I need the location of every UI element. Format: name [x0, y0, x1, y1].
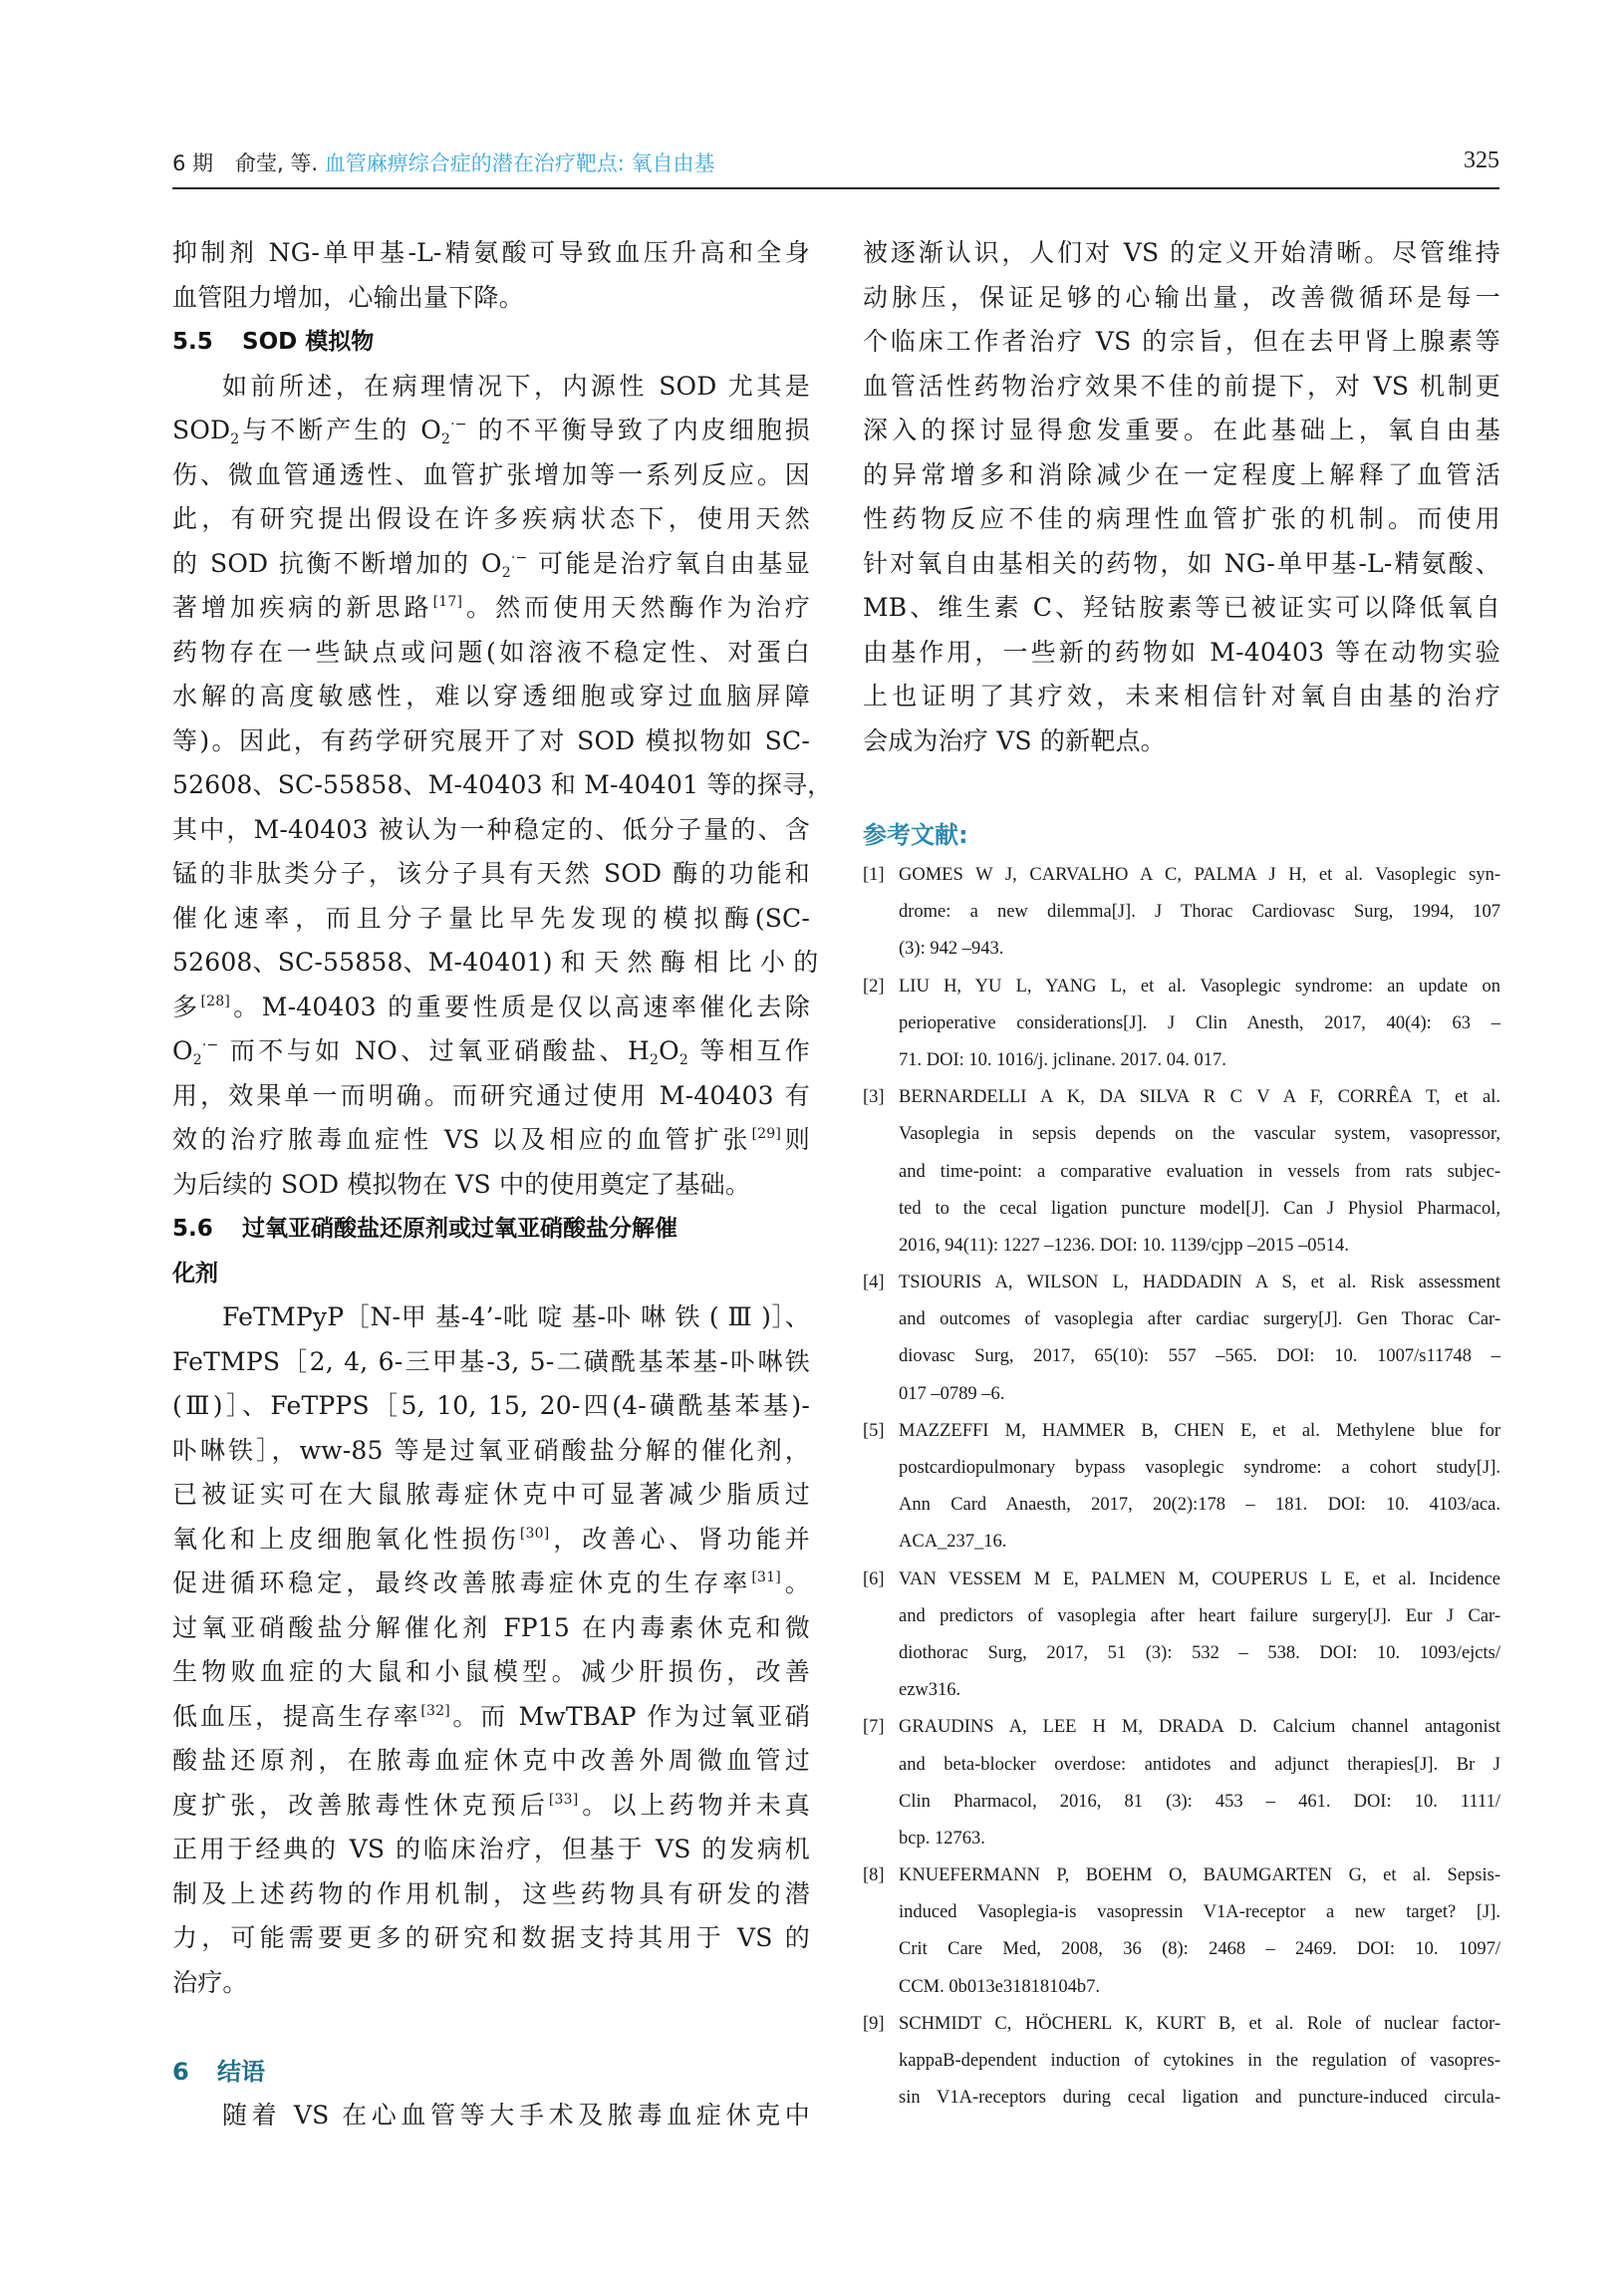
reference-line: (3): 942 –943.	[899, 939, 1004, 960]
header-divider	[172, 187, 1499, 189]
superscript: ·−	[201, 1037, 219, 1053]
text-fragment: 可能是治疗氧自由基显	[527, 548, 810, 578]
superscript: ·−	[510, 549, 528, 566]
text-fragment: O	[659, 1036, 679, 1065]
citation-ref[interactable]: [31]	[751, 1569, 781, 1585]
text-line: 上也证明了其疗效，未来相信针对氧自由基的治疗	[863, 682, 1500, 711]
text-line: 性药物反应不佳的病理性血管扩张的机制。而使用	[863, 504, 1500, 533]
reference-line: LIU H, YU L, YANG L, et al. Vasoplegic syndrome: an update on	[899, 976, 1500, 997]
section-title: 过氧亚硝酸盐还原剂或过氧亚硝酸盐分解催	[242, 1216, 677, 1242]
spacer	[863, 763, 1500, 813]
reference-line: induced Vasoplegia-is vasopressin V1A-receptor a new target? [J].	[899, 1902, 1500, 1923]
reference-line: postcardiopulmonary bypass vasoplegic syndrome: a cohort study[J].	[899, 1458, 1500, 1478]
text-fragment: 度扩张，改善脓毒性休克预后	[172, 1790, 549, 1820]
text-line	[172, 1562, 810, 1606]
reference-line: and time-point: a comparative evaluation in vessels from rats subjec-	[899, 1161, 1500, 1182]
intro-paragraph	[172, 231, 810, 320]
text-fragment: 。以上药物并未真	[578, 1790, 810, 1820]
text-line: 水解的高度敏感性，难以穿透细胞或穿过血脑屏障	[172, 682, 810, 711]
text-line: 随着 VS 在心血管等大手术及脓毒血症休克中	[222, 2101, 810, 2130]
text-line: 用，效果单一而明确。而研究通过使用 M-40403 有	[172, 1080, 810, 1110]
running-header	[172, 147, 1499, 187]
paragraph-5-6	[172, 1295, 810, 2005]
paragraph-5-5	[172, 365, 833, 1208]
section-number: 5.5	[172, 329, 213, 355]
reference-line: BERNARDELLI A K, DA SILVA R C V A F, CORRÊA T, et al.	[899, 1087, 1500, 1108]
reference-line: Crit Care Med, 2008, 36 (8): 2468 – 2469. DOI: 10. 1097/	[899, 1939, 1500, 1960]
text-fragment: 低血压，提高生存率	[172, 1701, 421, 1731]
reference-line: MAZZEFFI M, HAMMER B, CHEN E, et al. Methylene blue for	[899, 1420, 1500, 1441]
subscript: 2	[192, 1052, 202, 1068]
reference-number: [4]	[863, 1273, 885, 1293]
reference-line: bcp. 12763.	[899, 1828, 985, 1849]
text-fragment: 。M-40403 的重要性质是仅以高速率催化去除	[230, 992, 811, 1021]
conclusion-paragraph	[863, 231, 1500, 763]
header-left	[172, 147, 715, 177]
reference-number: [7]	[863, 1717, 885, 1738]
spacer	[172, 2005, 810, 2050]
reference-number: [1]	[863, 865, 885, 885]
superscript: ·−	[450, 417, 467, 432]
text-fragment: 促进循环稳定，最终改善脓毒症休克的生存率	[172, 1568, 752, 1597]
text-fragment: 氧化和上皮细胞氧化性损伤	[172, 1524, 520, 1554]
reference-line: sin V1A-receptors during cecal ligation and puncture-induced circula-	[899, 2088, 1500, 2109]
text-line: 抑制剂 NG-单甲基-L-精氨酸可导致血压升高和全身	[172, 238, 810, 267]
subscript: 2	[501, 564, 511, 581]
citation-ref[interactable]: [28]	[200, 993, 231, 1009]
text-fragment: 与不断产生的 O	[239, 416, 441, 444]
paragraph-6	[172, 2094, 810, 2138]
reference-line: GOMES W J, CARVALHO A C, PALMA J H, et al. Vasoplegic syn-	[899, 865, 1500, 885]
reference-item	[863, 1079, 1500, 1265]
text-line: 的异常增多和消除减少在一定程度上解释了血管活	[863, 459, 1500, 489]
text-line: 为后续的 SOD 模拟物在 VS 中的使用奠定了基础。	[172, 1169, 751, 1199]
text-line	[172, 1118, 810, 1163]
section-title: SOD 模拟物	[242, 329, 375, 355]
text-line: 力，可能需要更多的研究和数据支持其用于 VS 的	[172, 1923, 810, 1952]
text-line	[172, 1784, 810, 1829]
subscript: 2	[230, 431, 240, 447]
reference-line: GRAUDINS A, LEE H M, DRADA D. Calcium channel antagonist	[899, 1717, 1500, 1738]
text-line	[172, 1695, 810, 1740]
reference-item	[863, 1857, 1500, 2006]
text-fragment: 而不与如 NO、过氧亚硝酸盐、H	[218, 1036, 651, 1065]
text-line	[172, 586, 810, 631]
text-line: 动脉压，保证足够的心输出量，改善微循环是每一	[863, 282, 1500, 312]
text-line: 血管阻力增加，心输出量下降。	[172, 282, 524, 312]
text-line: 药物存在一些缺点或问题(如溶液不稳定性、对蛋白	[172, 637, 810, 667]
text-line: 已被证实可在大鼠脓毒症休克中可显著减少脂质过	[172, 1480, 810, 1509]
reference-item	[863, 1413, 1500, 1562]
reference-line: drome: a new dilemma[J]. J Thorac Cardiovasc Surg, 1994, 107	[899, 902, 1500, 923]
text-line: 针对氧自由基相关的药物，如 NG-单甲基-L-精氨酸、	[863, 548, 1500, 578]
text-line: FeTMPyP［N-甲 基-4’-吡 啶 基-卟 啉 铁 ( Ⅲ )］、	[222, 1302, 810, 1331]
text-line: 锰的非肽类分子，该分子具有天然 SOD 酶的功能和	[172, 859, 810, 888]
text-fragment: 多	[172, 992, 201, 1021]
text-line	[172, 409, 810, 453]
subscript: 2	[678, 1052, 688, 1068]
reference-item	[863, 1265, 1500, 1413]
text-line: 52608、SC-55858、M-40401) 和 天 然 酶 相 比 小 的	[172, 948, 819, 977]
section-title: 结语	[217, 2057, 265, 2086]
text-line: 如前所述，在病理情况下，内源性 SOD 尤其是	[222, 371, 810, 401]
text-line: 正用于经典的 VS 的临床治疗，但基于 VS 的发病机	[172, 1835, 810, 1863]
subscript: 2	[440, 431, 451, 447]
reference-item	[863, 1709, 1500, 1857]
reference-line: perioperative considerations[J]. J Clin Anesth, 2017, 40(4): 63 –	[899, 1012, 1500, 1033]
section-heading-5-6	[172, 1207, 810, 1252]
text-line: 卟啉铁］，ww-85 等是过氧亚硝酸盐分解的催化剂，	[172, 1435, 810, 1465]
section-number: 6	[172, 2057, 189, 2086]
section-title-cont: 化剂	[172, 1260, 218, 1286]
reference-number: [6]	[863, 1568, 885, 1589]
text-line	[172, 986, 810, 1030]
section-heading-5-6-cont	[172, 1252, 810, 1296]
reference-number: [5]	[863, 1420, 885, 1441]
section-number: 5.6	[172, 1216, 213, 1242]
reference-line: 017 –0789 –6.	[899, 1383, 1005, 1404]
text-fragment: 则	[781, 1125, 810, 1154]
text-line: 由基作用，一些新的药物如 M-40403 等在动物实验	[863, 637, 1500, 667]
reference-item	[863, 857, 1500, 969]
reference-line: VAN VESSEM M E, PALMEN M, COUPERUS L E, et al. Incidence	[899, 1568, 1500, 1589]
citation-ref[interactable]: [29]	[751, 1126, 781, 1142]
text-fragment: 著增加疾病的新思路	[172, 593, 433, 622]
section-heading-5-5	[172, 320, 810, 365]
reference-line: and beta-blocker overdose: antidotes and adjunct therapies[J]. Br J	[899, 1754, 1500, 1775]
right-column	[863, 231, 1500, 2117]
reference-line: diovasc Surg, 2017, 65(10): 557 –565. DOI: 10. 1007/s11748 –	[899, 1346, 1500, 1367]
reference-line: and outcomes of vasoplegia after cardiac surgery[J]. Gen Thorac Car-	[899, 1309, 1500, 1330]
text-line: 其中，M-40403 被认为一种稳定的、低分子量的、含	[172, 814, 810, 844]
header-authors: 俞莹, 等.	[235, 151, 319, 175]
reference-number: [3]	[863, 1087, 885, 1108]
text-fragment: SOD	[172, 416, 231, 444]
reference-line: KNUEFERMANN P, BOEHM O, BAUMGARTEN G, et al. Sepsis-	[899, 1865, 1500, 1886]
text-line	[172, 542, 810, 587]
citation-ref[interactable]: [17]	[432, 594, 463, 610]
text-line: (Ⅲ)］、FeTPPS［5, 10, 15, 20-四(4-磺酰基苯基)-	[172, 1391, 810, 1420]
reference-line: kappaB-dependent induction of cytokines in the regulation of vasopres-	[899, 2051, 1500, 2071]
text-line: 个临床工作者治疗 VS 的宗旨，但在去甲肾上腺素等	[863, 327, 1500, 356]
reference-number: [2]	[863, 976, 885, 997]
reference-item	[863, 969, 1500, 1080]
reference-line: ACA_237_16.	[899, 1532, 1007, 1553]
reference-number: [8]	[863, 1865, 885, 1886]
citation-ref[interactable]: [30]	[519, 1525, 550, 1542]
text-fragment: 。	[780, 1568, 810, 1597]
text-line: 等)。因此，有药学研究展开了对 SOD 模拟物如 SC-	[172, 725, 810, 755]
text-line	[172, 1518, 810, 1563]
text-line: 过氧亚硝酸盐分解催化剂 FP15 在内毒素休克和微	[172, 1612, 810, 1642]
text-line: 会成为治疗 VS 的新靶点。	[863, 725, 1166, 755]
text-line: 被逐渐认识，人们对 VS 的定义开始清晰。尽管维持	[863, 238, 1500, 267]
left-column	[172, 231, 833, 2138]
reference-line: ezw316.	[899, 1680, 961, 1701]
text-line	[172, 1029, 810, 1074]
text-line: 酸盐还原剂，在脓毒血症休克中改善外周微血管过	[172, 1746, 810, 1775]
reference-line: TSIOURIS A, WILSON L, HADDADIN A S, et al. Risk assessment	[899, 1273, 1500, 1293]
text-fragment: 效的治疗脓毒血症性 VS 以及相应的血管扩张	[172, 1125, 752, 1154]
text-line: FeTMPS［2, 4, 6-三甲基-3, 5-二磺酰基苯基-卟啉铁	[172, 1346, 810, 1376]
text-fragment: O	[172, 1036, 193, 1065]
text-fragment: 。然而使用天然酶作为治疗	[462, 593, 810, 622]
section-heading-6	[172, 2050, 810, 2095]
reference-line: SCHMIDT C, HÖCHERL K, KURT B, et al. Role of nuclear factor-	[899, 2013, 1500, 2034]
reference-line: and predictors of vasoplegia after heart failure surgery[J]. Eur J Car-	[899, 1605, 1500, 1626]
text-line: 制及上述药物的作用机制，这些药物具有研发的潜	[172, 1878, 810, 1908]
reference-line: diothorac Surg, 2017, 51 (3): 532 – 538. DOI: 10. 1093/ejcts/	[899, 1642, 1500, 1663]
text-line: MB、维生素 C、羟钴胺素等已被证实可以降低氧自	[863, 593, 1500, 622]
text-line: 深入的探讨显得愈发重要。在此基础上，氧自由基	[863, 416, 1500, 444]
reference-line: Ann Card Anaesth, 2017, 20(2):178 – 181. DOI: 10. 4103/aca.	[899, 1495, 1500, 1516]
text-line: 52608、SC-55858、M-40403 和 M-40401 等的探寻，	[172, 770, 833, 799]
reference-line: 2016, 94(11): 1227 –1236. DOI: 10. 1139/cjpp –2015 –0514.	[899, 1235, 1349, 1256]
text-line: 血管活性药物治疗效果不佳的前提下，对 VS 机制更	[863, 371, 1500, 401]
header-article-title: 血管麻痹综合症的潜在治疗靶点: 氧自由基	[324, 151, 715, 175]
text-line: 催化速率，而且分子量比早先发现的模拟酶(SC-	[172, 903, 810, 933]
references-heading: 参考文献:	[863, 821, 968, 849]
citation-ref[interactable]: [33]	[548, 1791, 579, 1808]
citation-ref[interactable]: [32]	[420, 1702, 450, 1719]
text-fragment: 等相互作	[687, 1036, 811, 1065]
text-line: 此，有研究提出假设在许多疾病状态下，使用天然	[172, 504, 810, 533]
reference-line: 71. DOI: 10. 1016/j. jclinane. 2017. 04. 017.	[899, 1049, 1226, 1070]
reference-line: ted to the cecal ligation puncture model[J]. Can J Physiol Pharmacol,	[899, 1198, 1500, 1219]
text-fragment: 。而 MwTBAP 作为过氧亚硝	[449, 1701, 811, 1731]
text-line: 伤、微血管通透性、血管扩张增加等一系列反应。因	[172, 459, 810, 489]
text-line: 生物败血症的大鼠和小鼠模型。减少肝损伤，改善	[172, 1657, 810, 1686]
text-fragment: 的不平衡导致了内皮细胞损	[466, 416, 810, 444]
page-number: 325	[1464, 147, 1499, 173]
reference-item	[863, 1562, 1500, 1710]
reference-item	[863, 2006, 1500, 2118]
text-fragment: ，改善心、肾功能并	[549, 1524, 810, 1554]
text-line: 治疗。	[172, 1967, 248, 1997]
subscript: 2	[650, 1052, 660, 1068]
reference-list	[863, 857, 1500, 2117]
issue-label: 6 期	[172, 151, 214, 175]
text-fragment: 的 SOD 抗衡不断增加的 O	[172, 548, 502, 578]
reference-line: Clin Pharmacol, 2016, 81 (3): 453 – 461. DOI: 10. 1111/	[899, 1791, 1500, 1812]
reference-number: [9]	[863, 2013, 885, 2034]
reference-line: CCM. 0b013e31818104b7.	[899, 1976, 1100, 1997]
reference-line: Vasoplegia in sepsis depends on the vascular system, vasopressor,	[899, 1124, 1500, 1145]
